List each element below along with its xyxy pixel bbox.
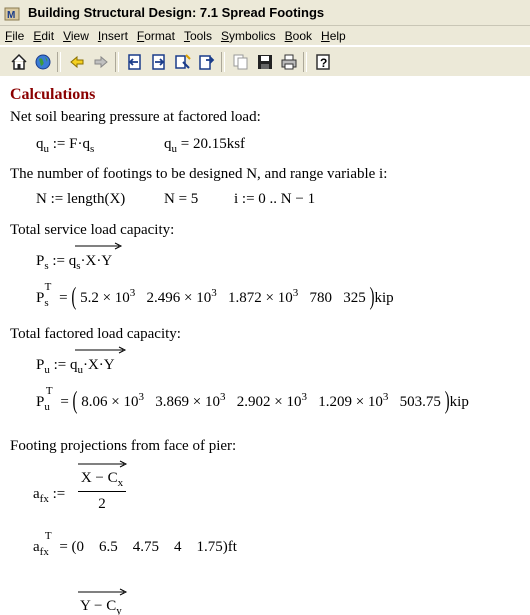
menu-item-symbolics[interactable]: Symbolics: [220, 28, 276, 43]
help-icon[interactable]: [312, 51, 334, 73]
text-factored-load: Total factored load capacity:: [10, 326, 181, 342]
menu-item-edit[interactable]: Edit: [33, 28, 55, 43]
text-footing-projections: Footing projections from face of pier:: [10, 438, 237, 454]
ps-definition[interactable]: $P_s$ := $q_s\cdot X\cdot Y$: [36, 253, 113, 272]
ps-result[interactable]: $P_s^T$ = ( $5.2 \times 10^3$ $2.496 \times 10^3$ $1.872 \times 10^3$ 780 325 )kip: [36, 281, 394, 312]
annotate-icon[interactable]: [172, 51, 194, 73]
print-icon[interactable]: [278, 51, 300, 73]
ps-value-4: 325: [343, 290, 366, 306]
menu-item-help[interactable]: Help: [321, 28, 346, 43]
toolbar: [0, 46, 530, 77]
window-title: Building Structural Design: 7.1 Spread Footings: [28, 5, 325, 20]
afy-numerator[interactable]: $Y - C_y$: [80, 598, 122, 615]
afx-value-0: 0: [76, 539, 85, 555]
copy-icon[interactable]: [230, 51, 252, 73]
vectorize-arrow: [78, 460, 128, 468]
pu-value-3: 1.209 × 10: [318, 394, 383, 410]
afx-result[interactable]: $a_{fx}^T = (0$ 6.5 4.75 4 1.75)ft: [33, 530, 237, 558]
qu-def-lhs: q: [36, 136, 44, 152]
pu-value-1: 3.869 × 10: [155, 394, 220, 410]
afx-definition-lhs[interactable]: $a_{fx}$ :=: [33, 486, 66, 505]
pu-value-4: 503.75: [399, 394, 441, 410]
text-service-load: Total service load capacity:: [10, 222, 175, 238]
home-icon[interactable]: [8, 51, 30, 73]
ps-value-2: 1.872 × 10: [228, 290, 293, 306]
pu-unit: kip: [449, 394, 469, 410]
afx-value-2: 4.75: [132, 539, 160, 555]
svg-text:M: M: [7, 9, 16, 21]
ps-unit: kip: [374, 290, 394, 306]
afx-denominator: 2: [98, 496, 106, 512]
toolbar-separator: [303, 52, 307, 72]
afx-unit: ft: [227, 539, 237, 555]
qu-def-rhs: F·q: [69, 136, 90, 152]
back-icon[interactable]: [66, 51, 88, 73]
menu-bar: [0, 26, 530, 45]
globe-icon[interactable]: [32, 51, 54, 73]
vectorize-arrow: [75, 346, 127, 354]
toolbar-separator: [57, 52, 61, 72]
ps-value-1: 2.496 × 10: [146, 290, 212, 306]
text-net-soil-pressure: Net soil bearing pressure at factored load:: [10, 109, 261, 125]
n-definition[interactable]: N := length(X): [36, 191, 126, 207]
pu-value-2: 2.902 × 10: [236, 394, 302, 410]
text-number-of-footings: The number of footings to be designed N, and range variable i:: [10, 166, 388, 182]
worksheet[interactable]: [0, 76, 530, 615]
menu-item-insert[interactable]: Insert: [97, 28, 128, 43]
mathcad-app-icon: [4, 5, 20, 21]
menu-item-book[interactable]: Book: [284, 28, 313, 43]
afx-value-1: 6.5: [99, 539, 118, 555]
vectorize-arrow: [78, 588, 128, 596]
vectorize-arrow: [75, 242, 123, 250]
menu-item-format[interactable]: Format: [136, 28, 175, 43]
paste-in-icon[interactable]: [148, 51, 170, 73]
menu-item-tools[interactable]: Tools: [183, 28, 212, 43]
open-icon[interactable]: [196, 51, 218, 73]
pu-result[interactable]: $P_u^T$ = ( $8.06 \times 10^3$ $3.869 \times 10^3$ $2.902 \times 10^3$ $1.209 \times 10^3$ 503.75 )kip: [36, 385, 469, 416]
qu-definition[interactable]: $q_u$ := $F\cdot q_s$: [36, 136, 95, 155]
copy-in-icon[interactable]: [124, 51, 146, 73]
title-bar: [0, 0, 530, 26]
ps-value-3: 780: [309, 290, 332, 306]
afx-value-3: 4: [174, 539, 182, 555]
ps-value-0: 5.2 × 10: [80, 290, 130, 306]
afx-value-4: 1.75: [196, 539, 223, 555]
qu-result[interactable]: $q_u = 20.15ksf$: [164, 136, 246, 155]
pu-definition[interactable]: $P_u$ := $q_u\cdot X\cdot Y$: [36, 357, 115, 376]
forward-icon[interactable]: [90, 51, 112, 73]
heading-calculations: Calculations: [10, 86, 96, 103]
save-icon[interactable]: [254, 51, 276, 73]
toolbar-separator: [115, 52, 119, 72]
toolbar-separator: [221, 52, 225, 72]
qu-unit: ksf: [226, 136, 246, 152]
afx-fraction[interactable]: $\frac{X - C_x}{2}$: [78, 470, 126, 513]
menu-item-view[interactable]: View: [63, 28, 89, 43]
n-result[interactable]: N = 5: [164, 191, 199, 207]
svg-text:?: ?: [320, 55, 328, 70]
i-range-definition[interactable]: i := 0 .. N − 1: [234, 191, 316, 207]
qu-value: 20.15: [192, 136, 227, 152]
pu-value-0: 8.06 × 10: [81, 394, 139, 410]
menu-item-file[interactable]: File: [5, 28, 25, 43]
